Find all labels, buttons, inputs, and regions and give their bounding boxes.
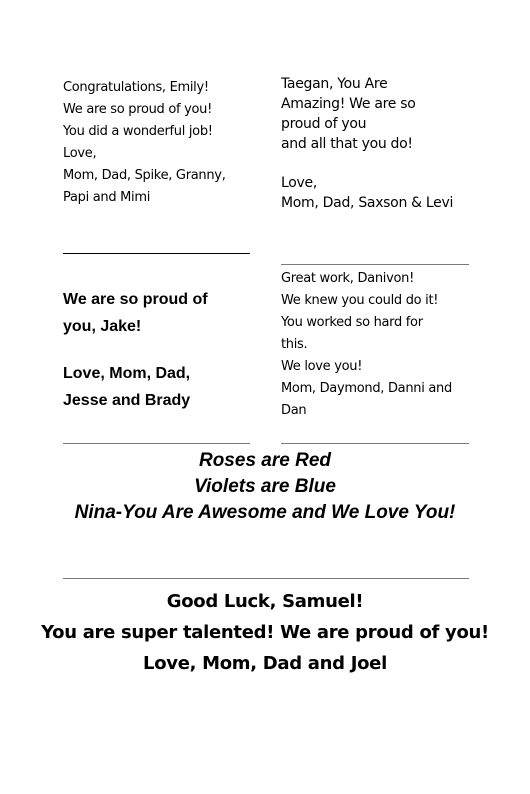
- message-line: You worked so hard for: [281, 315, 423, 330]
- divider-line: [281, 264, 469, 265]
- message-line: Mom, Dad, Saxson & Levi: [281, 195, 454, 211]
- message-line: Taegan, You Are: [281, 76, 388, 92]
- divider-line: [63, 253, 250, 254]
- message-line: Dan: [281, 403, 307, 418]
- message-line: Love,: [281, 175, 317, 191]
- line-spacer: [281, 154, 453, 173]
- message-nina: [40, 448, 490, 526]
- message-line: We love you!: [281, 359, 363, 374]
- line-spacer: [63, 340, 208, 360]
- message-danivon: [281, 268, 452, 422]
- message-line: You did a wonderful job!: [63, 124, 213, 139]
- message-line: Love, Mom, Dad,: [63, 365, 191, 382]
- message-line: you, Jake!: [63, 318, 142, 335]
- divider-line: [281, 443, 469, 444]
- message-emily: [63, 77, 226, 209]
- message-taegan: [281, 74, 453, 213]
- message-line: Great work, Danivon!: [281, 271, 414, 286]
- message-line: Roses are Red: [198, 450, 331, 471]
- message-line: Love,: [63, 146, 97, 161]
- message-line: Love, Mom, Dad and Joel: [143, 653, 387, 674]
- message-samuel: [40, 586, 490, 679]
- divider-line: [63, 443, 250, 444]
- divider-line: [63, 578, 469, 579]
- message-line: Papi and Mimi: [63, 190, 151, 205]
- message-line: Congratulations, Emily!: [63, 80, 209, 95]
- message-line: We are so proud of: [63, 291, 208, 308]
- message-line: Jesse and Brady: [63, 392, 191, 409]
- message-jake: [63, 286, 208, 414]
- message-line: proud of you: [281, 116, 367, 132]
- message-line: Mom, Daymond, Danni and: [281, 381, 452, 396]
- message-line: Mom, Dad, Spike, Granny,: [63, 168, 226, 183]
- message-line: Nina-You Are Awesome and We Love You!: [74, 502, 456, 523]
- message-line: and all that you do!: [281, 136, 413, 152]
- message-line: Amazing! We are so: [281, 96, 416, 112]
- message-line: Violets are Blue: [194, 476, 336, 497]
- message-line: We are so proud of you!: [63, 102, 212, 117]
- message-line: this.: [281, 337, 308, 352]
- message-line: Good Luck, Samuel!: [166, 591, 364, 612]
- message-line: You are super talented! We are proud of you!: [41, 622, 489, 643]
- message-line: We knew you could do it!: [281, 293, 439, 308]
